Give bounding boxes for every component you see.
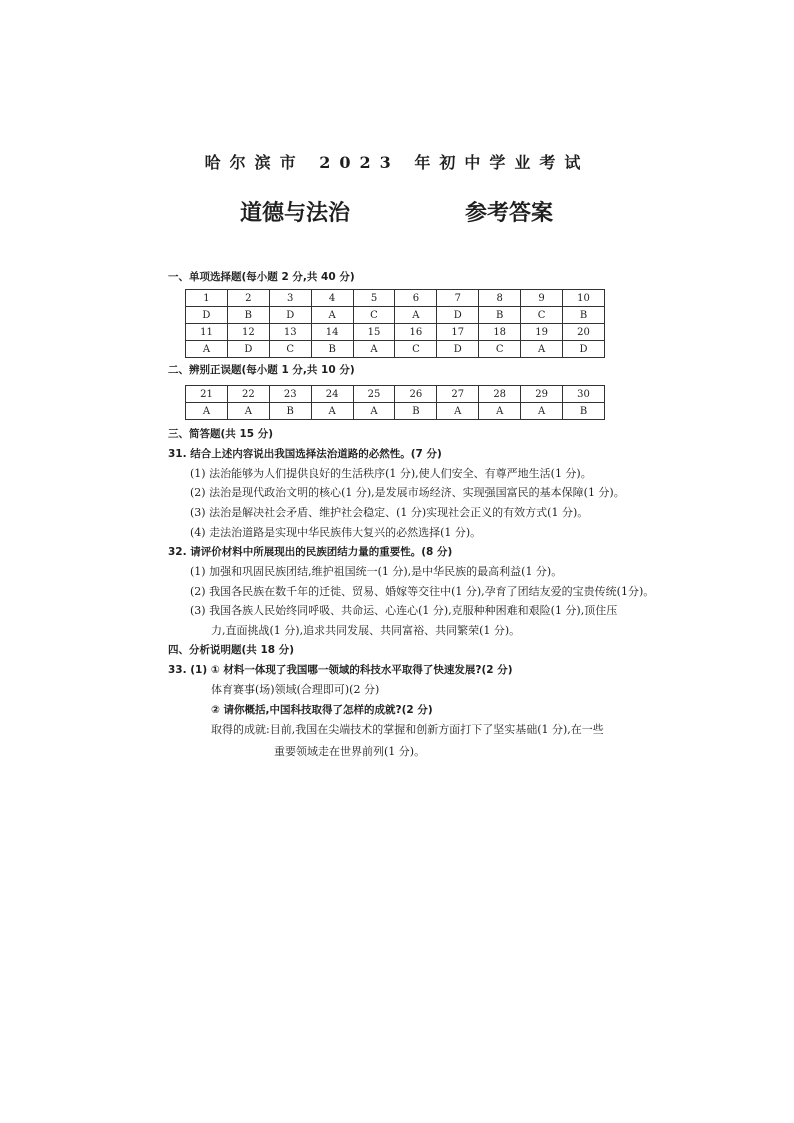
question-32-item: (1) 加强和巩固民族团结,维护祖国统一(1 分),是中华民族的最高利益(1 分)。 — [190, 565, 563, 578]
question-32-item: (3) 我国各族人民始终同呼吸、共命运、心连心(1 分),克服种种困难和艰险(1 分),顶住压 — [190, 604, 618, 617]
answer-cell: A — [186, 403, 228, 420]
question-number-cell: 24 — [311, 386, 353, 403]
question-32-prompt: 32. 请评价材料中所展现出的民族团结力量的重要性。(8 分) — [168, 546, 453, 558]
question-31-prompt: 31. 结合上述内容说出我国选择法治道路的必然性。(7 分) — [168, 448, 442, 460]
question-number-cell: 15 — [353, 324, 395, 341]
question-number-cell: 25 — [353, 386, 395, 403]
answer-cell: D — [437, 341, 479, 358]
answer-cell: A — [521, 341, 563, 358]
answer-cell: C — [521, 307, 563, 324]
question-32-item-continued: 力,直面挑战(1 分),追求共同发展、共同富裕、共同繁荣(1 分)。 — [211, 624, 521, 637]
question-number-cell: 19 — [521, 324, 563, 341]
answer-cell: B — [227, 307, 269, 324]
answer-cell: C — [395, 341, 437, 358]
question-number-cell: 9 — [521, 290, 563, 307]
answer-cell: A — [227, 403, 269, 420]
question-number-cell: 27 — [437, 386, 479, 403]
question-number-cell: 7 — [437, 290, 479, 307]
answer-key-label: 参考答案 — [465, 200, 554, 226]
question-33-answer-2-continued: 重要领域走在世界前列(1 分)。 — [274, 745, 426, 758]
question-number-row — [186, 386, 605, 403]
answer-cell: B — [479, 307, 521, 324]
answer-cell: B — [311, 341, 353, 358]
question-32-item: (2) 我国各民族在数千年的迁徙、贸易、婚嫁等交往中(1 分),孕育了团结友爱的宝贵传统(1分)。 — [190, 585, 655, 598]
answer-cell: A — [395, 307, 437, 324]
question-number-cell: 6 — [395, 290, 437, 307]
answer-cell: B — [395, 403, 437, 420]
question-number-cell: 3 — [269, 290, 311, 307]
question-33-prompt: 33. (1) ① 材料一体现了我国哪一领域的科技水平取得了快速发展?(2 分) — [168, 664, 513, 676]
question-number-cell: 18 — [479, 324, 521, 341]
section3-heading: 三、简答题(共 15 分) — [168, 428, 274, 440]
question-number-row — [186, 324, 605, 341]
true-false-answer-table — [185, 385, 605, 420]
question-number-cell: 11 — [186, 324, 228, 341]
exam-title: 哈尔滨市 2023 年初中学业考试 — [204, 153, 590, 172]
subject-title: 道德与法治 — [240, 200, 351, 226]
answer-cell: A — [311, 403, 353, 420]
question-number-cell: 2 — [227, 290, 269, 307]
answer-cell: A — [437, 403, 479, 420]
question-31-item: (3) 法治是解决社会矛盾、维护社会稳定、(1 分)实现社会正义的有效方式(1 分)。 — [190, 506, 589, 519]
answer-cell: C — [353, 307, 395, 324]
question-number-cell: 29 — [521, 386, 563, 403]
question-33-answer-1: 体育赛事(场)领域(合理即可)(2 分) — [211, 683, 380, 696]
answer-row — [186, 307, 605, 324]
question-number-cell: 14 — [311, 324, 353, 341]
question-31-item: (4) 走法治道路是实现中华民族伟大复兴的必然选择(1 分)。 — [190, 526, 482, 539]
answer-row — [186, 341, 605, 358]
answer-cell: A — [311, 307, 353, 324]
question-number-cell: 30 — [563, 386, 605, 403]
question-number-cell: 23 — [269, 386, 311, 403]
answer-cell: C — [479, 341, 521, 358]
question-31-item: (1) 法治能够为人们提供良好的生活秩序(1 分),使人们安全、有尊严地生活(1 分)。 — [190, 467, 592, 480]
choice-answer-table — [185, 289, 605, 358]
section1-heading: 一、单项选择题(每小题 2 分,共 40 分) — [168, 271, 355, 283]
question-33-answer-2: 取得的成就:目前,我国在尖端技术的掌握和创新方面打下了坚实基础(1 分),在一些 — [211, 723, 604, 736]
answer-cell: A — [353, 341, 395, 358]
answer-cell: C — [269, 341, 311, 358]
section4-heading: 四、分析说明题(共 18 分) — [168, 644, 295, 656]
answer-cell: B — [563, 307, 605, 324]
question-number-cell: 12 — [227, 324, 269, 341]
question-number-cell: 28 — [479, 386, 521, 403]
answer-cell: D — [227, 341, 269, 358]
question-number-cell: 22 — [227, 386, 269, 403]
question-number-cell: 26 — [395, 386, 437, 403]
question-number-cell: 16 — [395, 324, 437, 341]
question-31-item: (2) 法治是现代政治文明的核心(1 分),是发展市场经济、实现强国富民的基本保障(1 分)。 — [190, 486, 625, 499]
answer-row — [186, 403, 605, 420]
question-number-cell: 8 — [479, 290, 521, 307]
answer-cell: A — [521, 403, 563, 420]
answer-cell: B — [269, 403, 311, 420]
answer-cell: A — [479, 403, 521, 420]
answer-cell: B — [563, 403, 605, 420]
answer-cell: A — [353, 403, 395, 420]
question-number-cell: 13 — [269, 324, 311, 341]
question-33-subquestion-2: ② 请你概括,中国科技取得了怎样的成就?(2 分) — [211, 704, 433, 716]
section2-heading: 二、辨别正误题(每小题 1 分,共 10 分) — [168, 364, 355, 376]
question-number-cell: 10 — [563, 290, 605, 307]
question-number-cell: 5 — [353, 290, 395, 307]
answer-cell: A — [186, 341, 228, 358]
question-number-cell: 17 — [437, 324, 479, 341]
answer-cell: D — [186, 307, 228, 324]
question-number-row — [186, 290, 605, 307]
question-number-cell: 4 — [311, 290, 353, 307]
answer-cell: D — [269, 307, 311, 324]
question-number-cell: 1 — [186, 290, 228, 307]
question-number-cell: 20 — [563, 324, 605, 341]
question-number-cell: 21 — [186, 386, 228, 403]
answer-cell: D — [563, 341, 605, 358]
answer-cell: D — [437, 307, 479, 324]
